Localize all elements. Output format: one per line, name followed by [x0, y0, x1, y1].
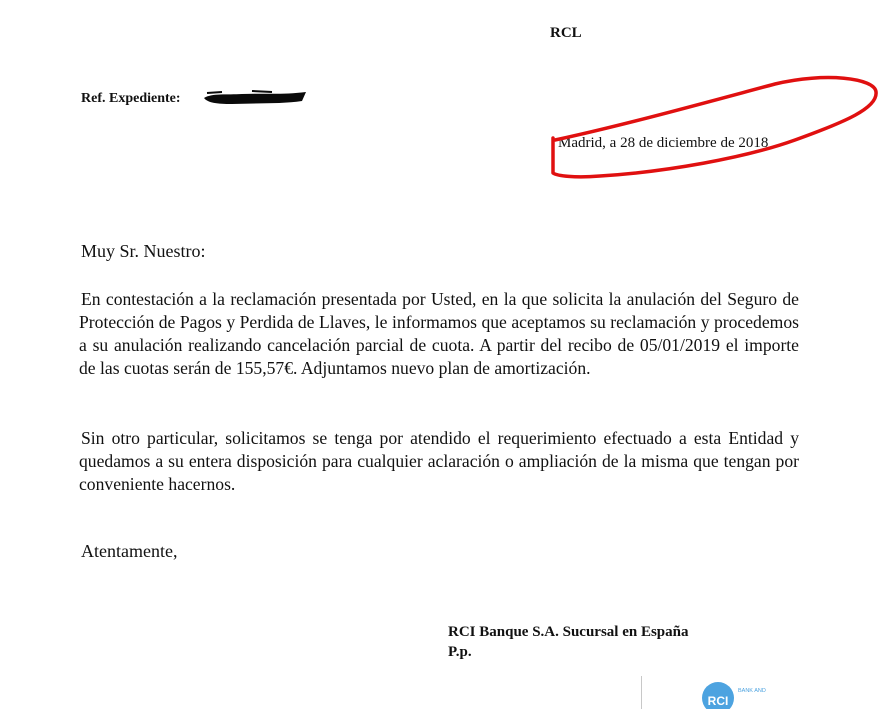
header-code: RCL	[550, 25, 582, 41]
signature-company: RCI Banque S.A. Sucursal en España	[448, 624, 689, 640]
signature-block	[448, 622, 689, 662]
body-paragraph-1: En contestación a la reclamación presentada por Usted, en la que solicita la anulación del Seguro de Protección de Pagos y Perdida de Llaves, le informamos que aceptamos su reclamación y procedemos a su anulación realizando cancelación parcial de cuota. A partir del recibo de 05/01/2019 el importe de las cuotas serán de 155,57€. Adjuntamos nuevo plan de amortización.	[79, 289, 799, 378]
logo-text: RCI	[707, 694, 729, 708]
closing: Atentamente,	[81, 541, 178, 561]
divider	[641, 676, 642, 709]
date-line: Madrid, a 28 de diciembre de 2018	[558, 135, 769, 151]
greeting: Muy Sr. Nuestro:	[81, 241, 206, 261]
red-circle-annotation	[545, 70, 879, 182]
redaction-mark	[202, 89, 308, 106]
signature-pp: P.p.	[448, 644, 472, 660]
reference-label: Ref. Expediente:	[81, 91, 181, 106]
logo-subtext: BANK AND	[738, 688, 766, 694]
rci-bank-logo-icon	[700, 680, 766, 709]
body-paragraph-2: Sin otro particular, solicitamos se tenga por atendido el requerimiento efectuado a esta Entidad y quedamos a su entera disposición para cualquier aclaración o ampliación de la misma que tengan por conveniente hacernos.	[79, 428, 799, 494]
